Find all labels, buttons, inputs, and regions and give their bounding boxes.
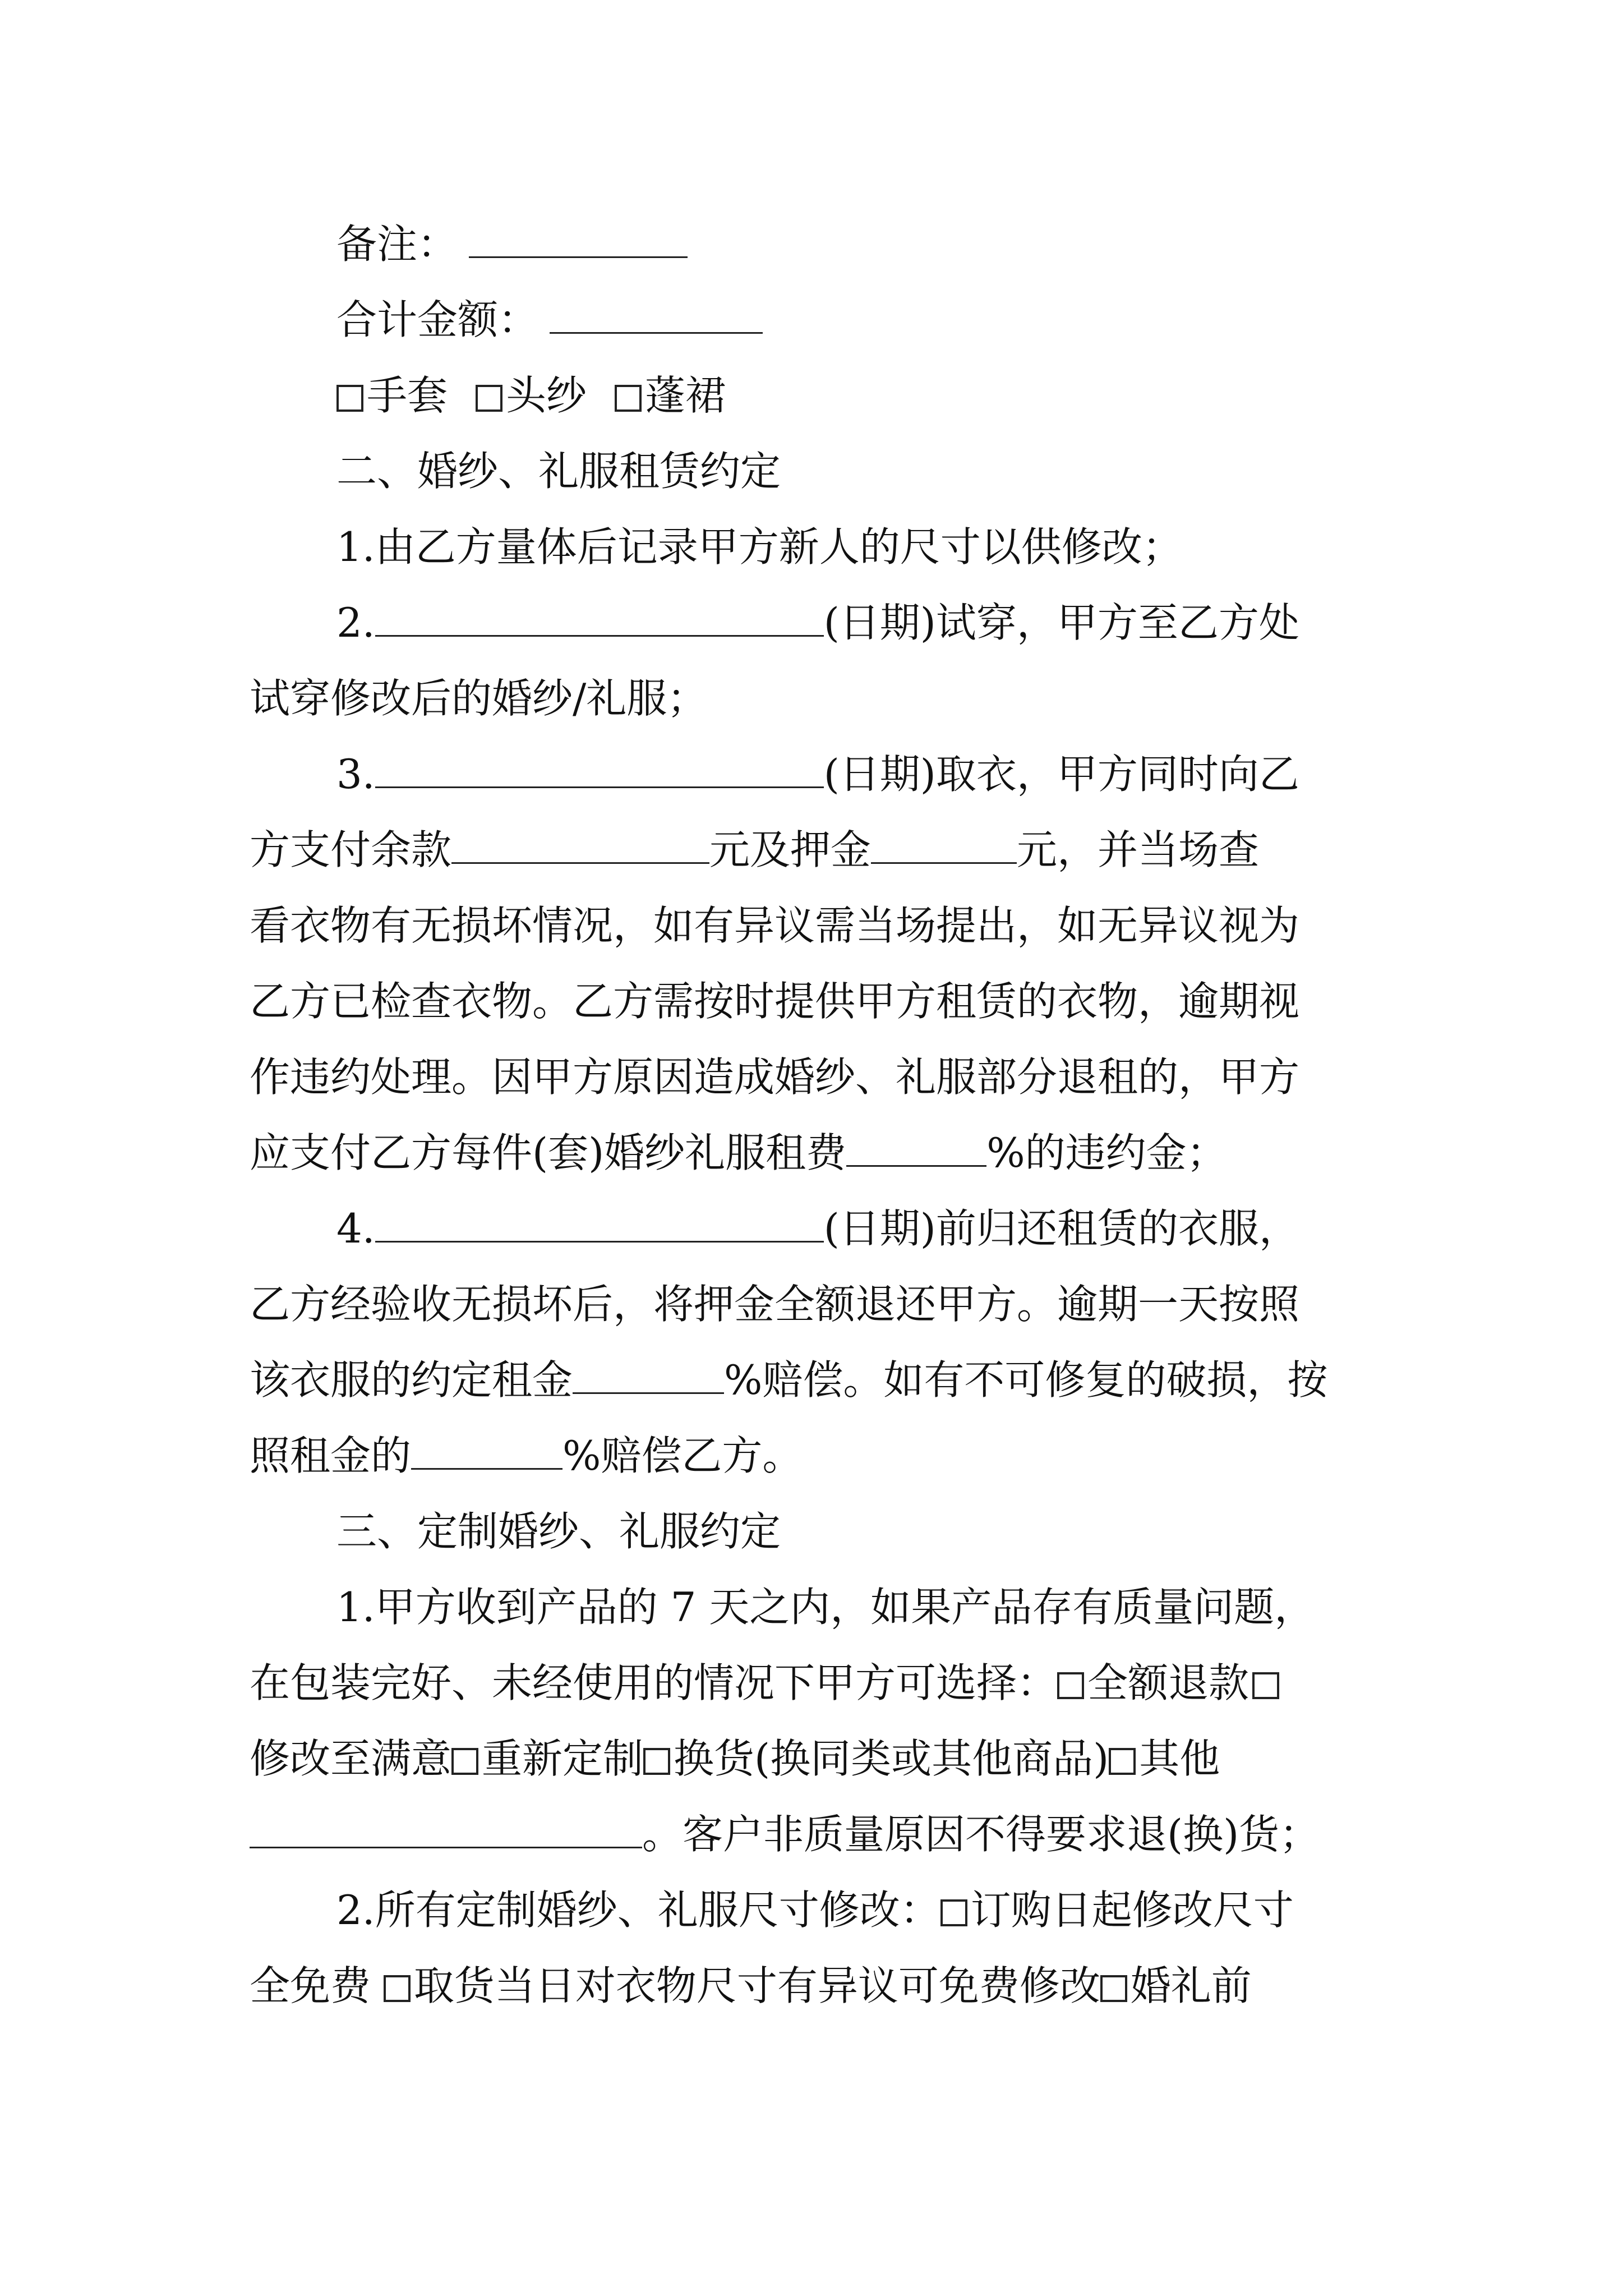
veil-label: 头纱 <box>506 372 587 419</box>
rental-clause-1: 1.由乙方量体后记录甲方新人的尺寸以供修改； <box>336 523 1183 570</box>
rental-clause-2-cont: 试穿修改后的婚纱/礼服； <box>250 675 708 722</box>
remarks-label: 备注： <box>336 220 458 268</box>
return-date-blank[interactable] <box>375 1206 824 1243</box>
rental-clause-3-cont-3: 乙方已检查衣物。乙方需按时提供甲方租赁的衣物，逾期视 <box>250 978 1300 1025</box>
damage-percent-blank[interactable] <box>411 1433 562 1470</box>
modify-checkbox[interactable] <box>1252 1672 1279 1699</box>
gloves-checkbox[interactable] <box>336 385 363 412</box>
deposit-amount-blank[interactable] <box>871 827 1017 864</box>
section-three-heading: 三、定制婚纱、礼服约定 <box>336 1508 781 1555</box>
full-refund-checkbox[interactable] <box>1057 1672 1084 1699</box>
rental-clause-4-cont-1: 乙方经验收无损坏后，将押金全额退还甲方。逾期一天按照 <box>250 1281 1300 1328</box>
custom-clause-1-cont-3: 。客户非质量原因不得要求退(换)货； <box>0 1806 1623 1862</box>
rental-clause-3-cont-4: 作违约处理。因甲方原因造成婚纱、礼服部分退租的，甲方 <box>250 1053 1300 1101</box>
penalty-percent-blank[interactable] <box>846 1130 986 1167</box>
custom-clause-2: 2.所有定制婚纱、礼服尺寸修改： 订购日起修改尺寸 <box>336 1887 1294 1934</box>
pickup-day-alteration-checkbox[interactable] <box>384 1975 411 2002</box>
section-two-heading: 二、婚纱、礼服租赁约定 <box>336 448 781 495</box>
total-amount-line <box>0 292 1623 348</box>
total-amount-blank[interactable] <box>550 297 763 334</box>
petticoat-label: 蓬裙 <box>645 372 726 419</box>
pickup-date-blank[interactable] <box>375 752 824 788</box>
rental-clause-4-cont-2: 该衣服的约定租金 %赔偿。如有不可修复的破损，按 <box>250 1356 1328 1404</box>
exchange-checkbox[interactable] <box>643 1748 670 1775</box>
free-alteration-checkbox[interactable] <box>940 1899 967 1926</box>
custom-clause-1-cont-1: 在包装完好、未经使用的情况下甲方可选择： 全额退款 <box>0 1655 1623 1711</box>
remake-checkbox[interactable] <box>451 1748 478 1775</box>
rental-clause-3-cont-5: 应支付乙方每件(套)婚纱礼服租费 %的违约金； <box>250 1129 1227 1176</box>
rental-clause-4: 4. (日期)前归还租赁的衣服， <box>336 1205 1299 1252</box>
rental-clause-3-cont-2: 看衣物有无损坏情况，如有异议需当场提出，如无异议视为 <box>250 902 1300 949</box>
petticoat-checkbox[interactable] <box>615 385 642 412</box>
other-option-blank[interactable] <box>250 1812 642 1848</box>
rental-clause-3-cont-1: 方支付余款 元及押金 元，并当场查 <box>250 826 1260 873</box>
remarks-blank[interactable] <box>469 222 688 258</box>
total-amount-label: 合计金额： <box>336 296 539 343</box>
rental-clause-2: 2. (日期)试穿，甲方至乙方处 <box>336 599 1299 646</box>
fitting-date-blank[interactable] <box>375 600 824 637</box>
accessory-options-line <box>0 367 1623 424</box>
gloves-label: 手套 <box>367 372 448 419</box>
rental-clause-3: 3. (日期)取衣，甲方同时向乙 <box>336 751 1299 798</box>
custom-clause-1-cont-2: 修改至满意 重新定制 换货(换同类或其他商品) 其他 <box>250 1735 1220 1782</box>
custom-clause-2-cont: 全免费 取货当日对衣物尺寸有异议可免费修改 婚礼前 <box>250 1962 1252 2009</box>
custom-clause-1: 1.甲方收到产品的 7 天之内，如果产品存有质量问题， <box>336 1584 1315 1631</box>
rental-clause-4-cont-3: 照租金的 %赔偿乙方。 <box>250 1432 803 1479</box>
balance-amount-blank[interactable] <box>451 827 709 864</box>
veil-checkbox[interactable] <box>476 385 502 412</box>
before-wedding-checkbox[interactable] <box>1100 1975 1127 2002</box>
remarks-line <box>0 216 1623 272</box>
other-checkbox[interactable] <box>1109 1748 1136 1775</box>
late-fee-percent-blank[interactable] <box>573 1358 724 1394</box>
